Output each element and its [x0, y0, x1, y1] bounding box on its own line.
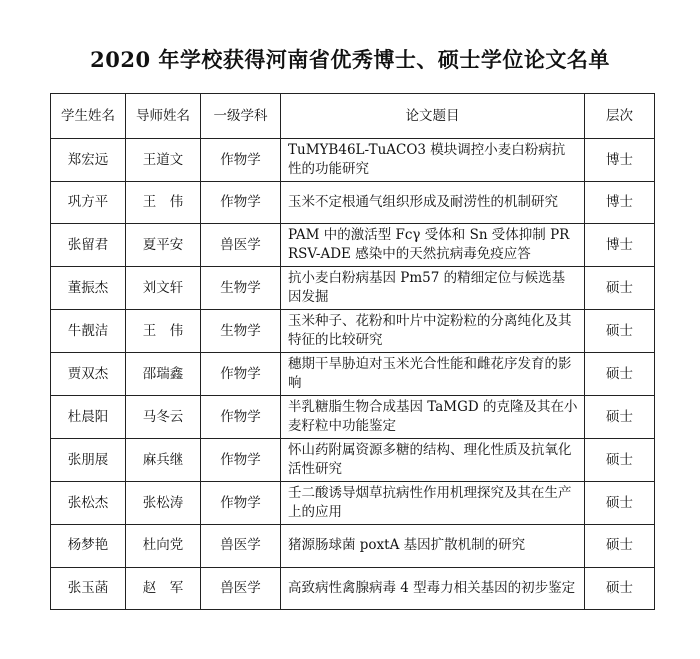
level-cell: 硕士 [585, 396, 655, 439]
student-name-cell: 张朋展 [51, 439, 126, 482]
table-row [51, 525, 655, 567]
table-row [51, 482, 655, 525]
student-name-cell: 董振杰 [51, 267, 126, 310]
advisor-name-cell: 马冬云 [126, 396, 201, 439]
table-row [51, 439, 655, 482]
student-name-cell: 贾双杰 [51, 353, 126, 396]
student-name-cell: 张留君 [51, 224, 126, 267]
level-cell: 博士 [585, 139, 655, 182]
student-name-cell: 张玉菡 [51, 567, 126, 609]
student-name-cell: 郑宏远 [51, 139, 126, 182]
advisor-name-cell: 邵瑞鑫 [126, 353, 201, 396]
discipline-cell: 作物学 [201, 439, 281, 482]
table-row [51, 224, 655, 267]
table-row [51, 267, 655, 310]
advisor-name-cell: 张松涛 [126, 482, 201, 525]
advisor-name-cell: 赵 军 [126, 567, 201, 609]
level-cell: 博士 [585, 224, 655, 267]
discipline-cell: 生物学 [201, 310, 281, 353]
thesis-title-cell: 壬二酸诱导烟草抗病性作用机理探究及其在生产上的应用 [281, 482, 585, 525]
level-cell: 硕士 [585, 439, 655, 482]
discipline-cell: 生物学 [201, 267, 281, 310]
discipline-cell: 兽医学 [201, 224, 281, 267]
advisor-name-cell: 王 伟 [126, 182, 201, 224]
advisor-name-cell: 刘文轩 [126, 267, 201, 310]
level-cell: 硕士 [585, 267, 655, 310]
discipline-cell: 作物学 [201, 482, 281, 525]
discipline-cell: 兽医学 [201, 525, 281, 567]
level-cell: 博士 [585, 182, 655, 224]
advisor-name-cell: 夏平安 [126, 224, 201, 267]
level-cell: 硕士 [585, 567, 655, 609]
advisor-name-cell: 王道文 [126, 139, 201, 182]
discipline-cell: 作物学 [201, 182, 281, 224]
advisor-name-cell: 杜向党 [126, 525, 201, 567]
discipline-cell: 作物学 [201, 396, 281, 439]
thesis-title-cell: 玉米种子、花粉和叶片中淀粉粒的分离纯化及其特征的比较研究 [281, 310, 585, 353]
discipline-cell: 兽医学 [201, 567, 281, 609]
table-row [51, 353, 655, 396]
table-row [51, 139, 655, 182]
thesis-title-cell: 玉米不定根通气组织形成及耐涝性的机制研究 [281, 182, 585, 224]
thesis-title-cell: 穗期干旱胁迫对玉米光合性能和雌花序发育的影响 [281, 353, 585, 396]
thesis-title-cell: 半乳糖脂生物合成基因 TaMGD 的克隆及其在小麦籽粒中功能鉴定 [281, 396, 585, 439]
student-name-cell: 杜晨阳 [51, 396, 126, 439]
header-student-name: 学生姓名 [51, 94, 126, 139]
thesis-title-cell: 怀山药附属资源多糖的结构、理化性质及抗氧化活性研究 [281, 439, 585, 482]
thesis-title-cell: 猪源肠球菌 poxtA 基因扩散机制的研究 [281, 525, 585, 567]
discipline-cell: 作物学 [201, 139, 281, 182]
student-name-cell: 杨梦艳 [51, 525, 126, 567]
header-discipline: 一级学科 [201, 94, 281, 139]
header-level: 层次 [585, 94, 655, 139]
thesis-title-cell: 高致病性禽腺病毒 4 型毒力相关基因的初步鉴定 [281, 567, 585, 609]
thesis-title-cell: TuMYB46L-TuACO3 模块调控小麦白粉病抗性的功能研究 [281, 139, 585, 182]
table-row [51, 396, 655, 439]
thesis-title-cell: PAM 中的激活型 Fcγ 受体和 Sn 受体抑制 PRRSV-ADE 感染中的天然抗病毒免疫应答 [281, 224, 585, 267]
table-row [51, 310, 655, 353]
student-name-cell: 牛靓洁 [51, 310, 126, 353]
thesis-title-cell: 抗小麦白粉病基因 Pm57 的精细定位与候选基因发掘 [281, 267, 585, 310]
thesis-table [50, 93, 655, 610]
level-cell: 硕士 [585, 353, 655, 396]
level-cell: 硕士 [585, 525, 655, 567]
student-name-cell: 张松杰 [51, 482, 126, 525]
advisor-name-cell: 麻兵继 [126, 439, 201, 482]
discipline-cell: 作物学 [201, 353, 281, 396]
table-header-row [51, 94, 655, 139]
table-row [51, 182, 655, 224]
level-cell: 硕士 [585, 482, 655, 525]
advisor-name-cell: 王 伟 [126, 310, 201, 353]
student-name-cell: 巩方平 [51, 182, 126, 224]
document-title: 2020 年学校获得河南省优秀博士、硕士学位论文名单 [90, 47, 610, 72]
header-thesis-title: 论文题目 [281, 94, 585, 139]
header-advisor-name: 导师姓名 [126, 94, 201, 139]
level-cell: 硕士 [585, 310, 655, 353]
table-row [51, 567, 655, 609]
